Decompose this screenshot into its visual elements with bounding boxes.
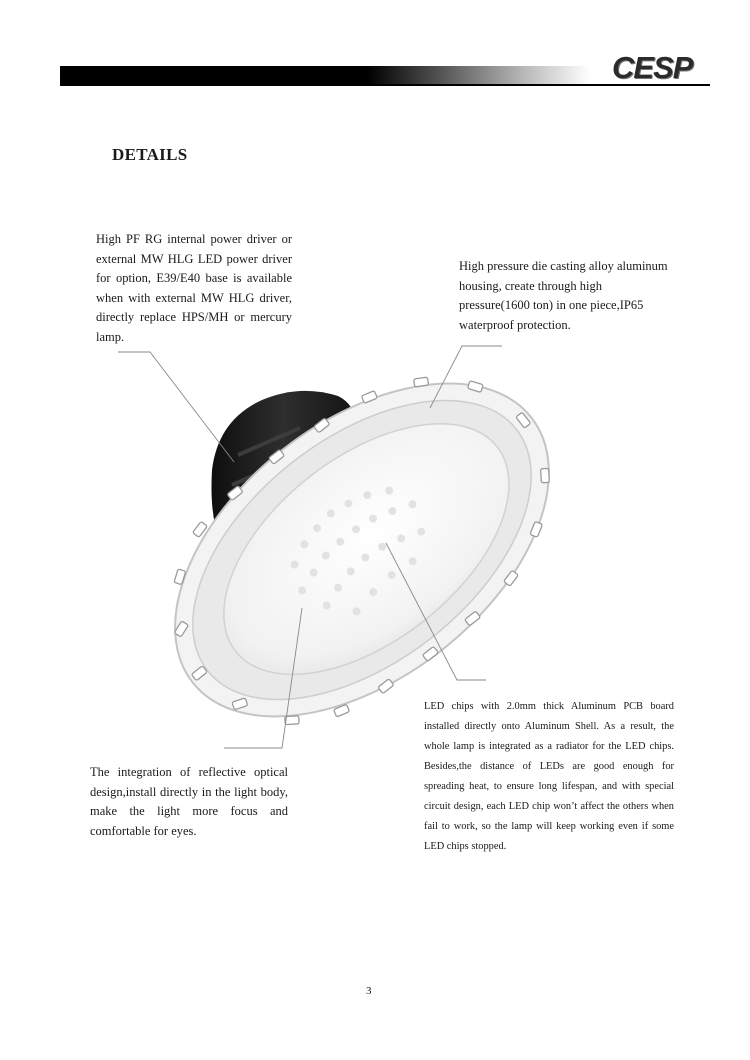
callout-led-chips: LED chips with 2.0mm thick Aluminum PCB board installed directly onto Aluminum Shell. As a result, the whole lamp is integrated as a radiator for the LED chips. Besides,the distance of LEDs are good enough for spreading heat, to ensure long lifespan, and with special circuit design, each LED chip won’t affect the others when fail to work, so the lamp will keep working even if some LED chips stopped. <box>424 701 674 852</box>
callout-optical-design: The integration of reflective optical design,install directly in the light body, make the light more focus and comfortable for eyes. <box>90 765 288 838</box>
callout-housing: High pressure die casting alloy aluminum housing, create through high pressure(1600 ton) in one piece,IP65 waterproof protection. <box>459 259 668 332</box>
cesp-logo: CESP <box>612 50 693 85</box>
callout-power-driver: High PF RG internal power driver or external MW HLG LED power driver for option, E39/E40 base is available when with external MW HLG driver, directly replace HPS/MH or mercury lamp. <box>96 232 292 344</box>
page-number: 3 <box>366 985 372 997</box>
section-title: DETAILS <box>112 145 188 164</box>
